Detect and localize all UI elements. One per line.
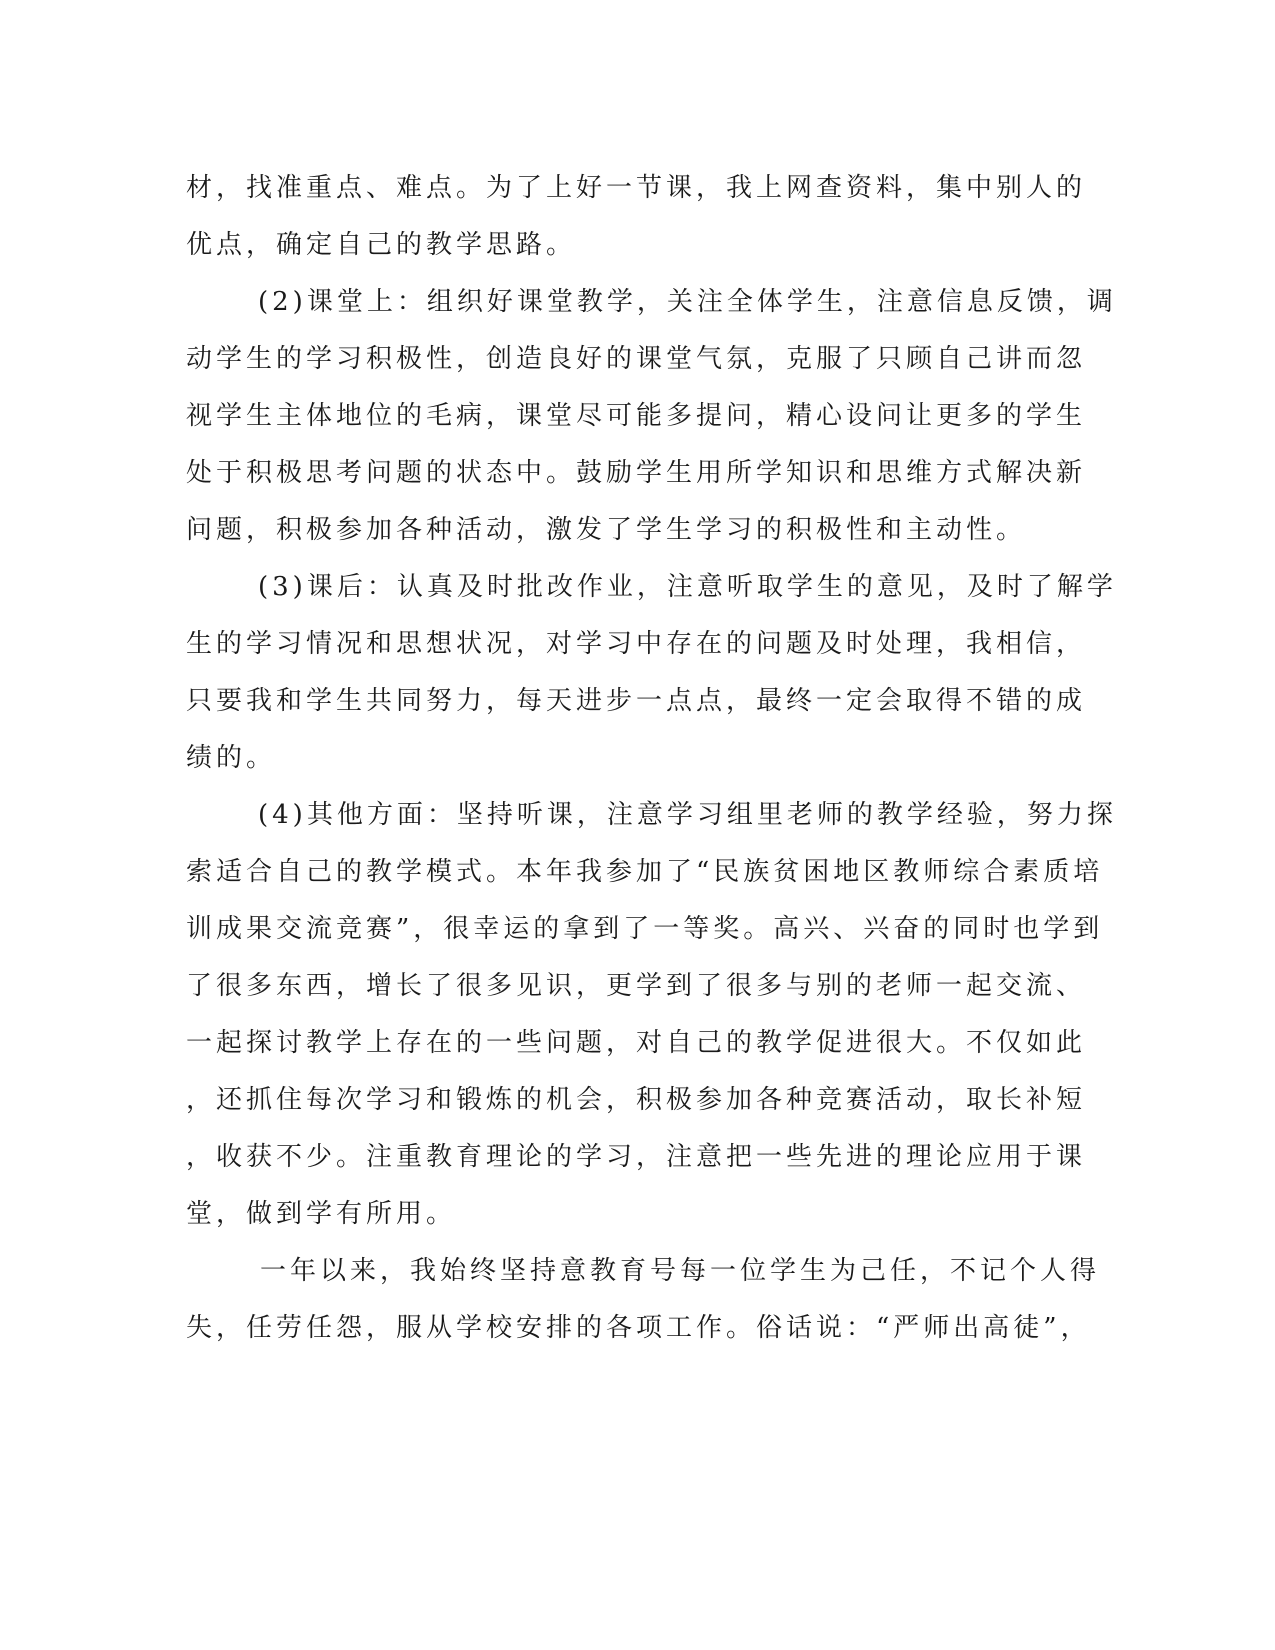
paragraph-start-line: (3)课后：认真及时批改作业，注意听取学生的意见，及时了解学: [258, 572, 1117, 602]
text-line: 失，任劳任怨，服从学校安排的各项工作。俗话说：“严师出高徒”，: [186, 1313, 1091, 1343]
text-line: 绩的。: [186, 743, 277, 773]
body-text: [186, 160, 1117, 1357]
text-line: 训成果交流竞赛”，很幸运的拿到了一等奖。高兴、兴奋的同时也学到: [186, 914, 1104, 944]
text-line: 只要我和学生共同努力，每天进步一点点，最终一定会取得不错的成: [186, 686, 1087, 716]
text-line: ，还抓住每次学习和锻炼的机会，积极参加各种竞赛活动，取长补短: [186, 1085, 1087, 1115]
text-line: 了很多东西，增长了很多见识，更学到了很多与别的老师一起交流、: [186, 971, 1087, 1001]
text-line: 优点，确定自己的教学思路。: [186, 230, 577, 260]
text-line: 堂，做到学有所用。: [186, 1199, 457, 1229]
paragraph-start-line: (2)课堂上：组织好课堂教学，关注全体学生，注意信息反馈，调: [258, 287, 1117, 317]
text-line: 材，找准重点、难点。为了上好一节课，我上网查资料，集中别人的: [186, 173, 1087, 203]
text-line: 动学生的学习积极性，创造良好的课堂气氛，克服了只顾自己讲而忽: [186, 344, 1087, 374]
text-line: 问题，积极参加各种活动，激发了学生学习的积极性和主动性。: [186, 515, 1027, 545]
text-line: ，收获不少。注重教育理论的学习，注意把一些先进的理论应用于课: [186, 1142, 1087, 1172]
text-line: 视学生主体地位的毛病，课堂尽可能多提问，精心设问让更多的学生: [186, 401, 1087, 431]
text-line: 处于积极思考问题的状态中。鼓励学生用所学知识和思维方式解决新: [186, 458, 1087, 488]
paragraph-start-line: 一年以来，我始终坚持意教育号每一位学生为己任，不记个人得: [260, 1256, 1101, 1286]
text-line: 索适合自己的教学模式。本年我参加了“民族贫困地区教师综合素质培: [186, 857, 1104, 887]
paragraph-start-line: (4)其他方面：坚持听课，注意学习组里老师的教学经验，努力探: [258, 800, 1117, 830]
text-line: 一起探讨教学上存在的一些问题，对自己的教学促进很大。不仅如此: [186, 1028, 1087, 1058]
text-line: 生的学习情况和思想状况，对学习中存在的问题及时处理，我相信，: [186, 629, 1087, 659]
